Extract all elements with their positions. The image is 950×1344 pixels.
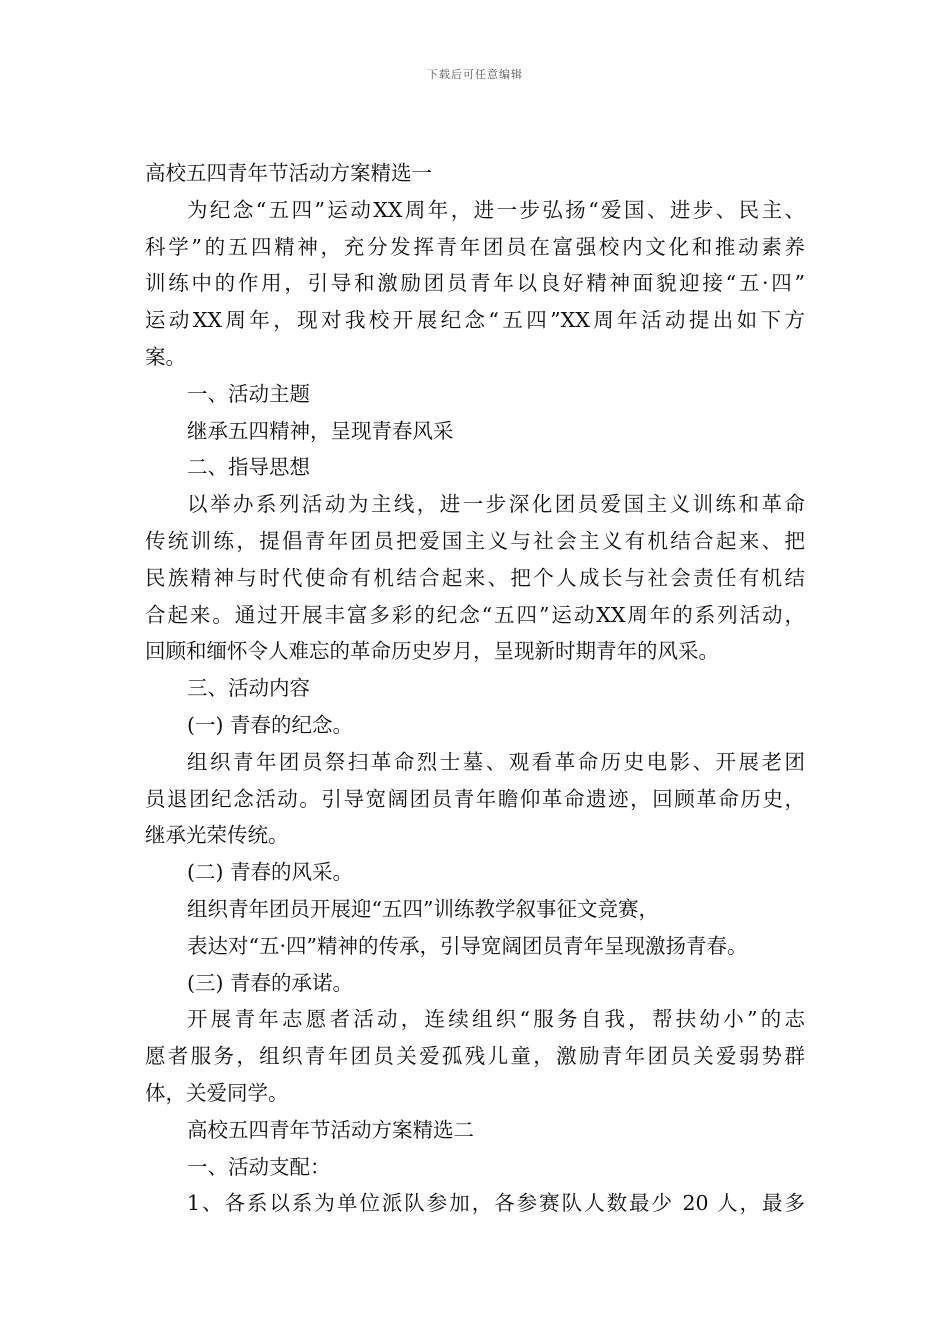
guidance-line: 传统训练，提倡青年团员把爱国主义与社会主义有机结合起来、把 bbox=[145, 528, 805, 553]
intro-line: 科学”的五四精神，充分发挥青年团员在富强校内文化和推动素养 bbox=[145, 234, 805, 259]
doc-title-2: 高校五四青年节活动方案精选二 bbox=[187, 1117, 474, 1142]
guidance-line: 民族精神与时代使命有机结合起来、把个人成长与社会责任有机结 bbox=[145, 565, 805, 590]
item-heading-2: (二) 青春的风采。 bbox=[187, 860, 354, 885]
item-heading-3: (三) 青春的承诺。 bbox=[187, 970, 354, 995]
intro-line: 为纪念“五四”运动XX周年，进一步弘扬“爱国、进步、民主、 bbox=[187, 197, 805, 222]
item-heading-1: (一) 青春的纪念。 bbox=[187, 712, 354, 737]
doc-title-1: 高校五四青年节活动方案精选一 bbox=[145, 161, 432, 185]
intro-line: 训练中的作用，引导和激励团员青年以良好精神面貌迎接“五·四” bbox=[145, 271, 805, 296]
section-heading-theme: 一、活动主题 bbox=[187, 381, 310, 406]
item-3-line: 愿者服务，组织青年团员关爱孤残儿童，激励青年团员关爱弱势群 bbox=[145, 1044, 805, 1069]
item-3-line: 体，关爱同学。 bbox=[145, 1080, 289, 1105]
section-heading-content: 三、活动内容 bbox=[187, 676, 310, 701]
item-2-line: 表达对“五·四”精神的传承，引导宽阔团员青年呈现激扬青春。 bbox=[187, 933, 748, 958]
item-3-line: 开展青年志愿者活动，连续组织“服务自我，帮扶幼小”的志 bbox=[187, 1007, 805, 1032]
item-1-line: 员退团纪念活动。引导宽阔团员青年瞻仰革命遗迹，回顾革命历史， bbox=[145, 786, 805, 811]
section-text-theme: 继承五四精神，呈现青春风采 bbox=[187, 418, 454, 443]
part2-line: 1、各系以系为单位派队参加，各参赛队人数最少 20 人，最多 bbox=[187, 1191, 805, 1216]
intro-line: 案。 bbox=[145, 344, 186, 369]
guidance-line: 回顾和缅怀令人难忘的革命历史岁月，呈现新时期青年的风采。 bbox=[145, 639, 719, 664]
section-heading-guidance: 二、指导思想 bbox=[187, 455, 310, 480]
guidance-line: 合起来。通过开展丰富多彩的纪念“五四”运动XX周年的系列活动， bbox=[145, 602, 805, 627]
intro-line: 运动XX周年，现对我校开展纪念“五四”XX周年活动提出如下方 bbox=[145, 308, 805, 333]
page-header: 下载后可任意编辑 bbox=[427, 68, 523, 81]
item-2-line: 组织青年团员开展迎“五四”训练教学叙事征文竞赛， bbox=[187, 896, 659, 921]
item-1-line: 继承光荣传统。 bbox=[145, 823, 289, 848]
guidance-line: 以举办系列活动为主线，进一步深化团员爱国主义训练和革命 bbox=[187, 492, 805, 517]
document-body bbox=[145, 155, 805, 1222]
item-1-line: 组织青年团员祭扫革命烈士墓、观看革命历史电影、开展老团 bbox=[187, 749, 805, 774]
part2-heading: 一、活动支配： bbox=[187, 1154, 331, 1179]
